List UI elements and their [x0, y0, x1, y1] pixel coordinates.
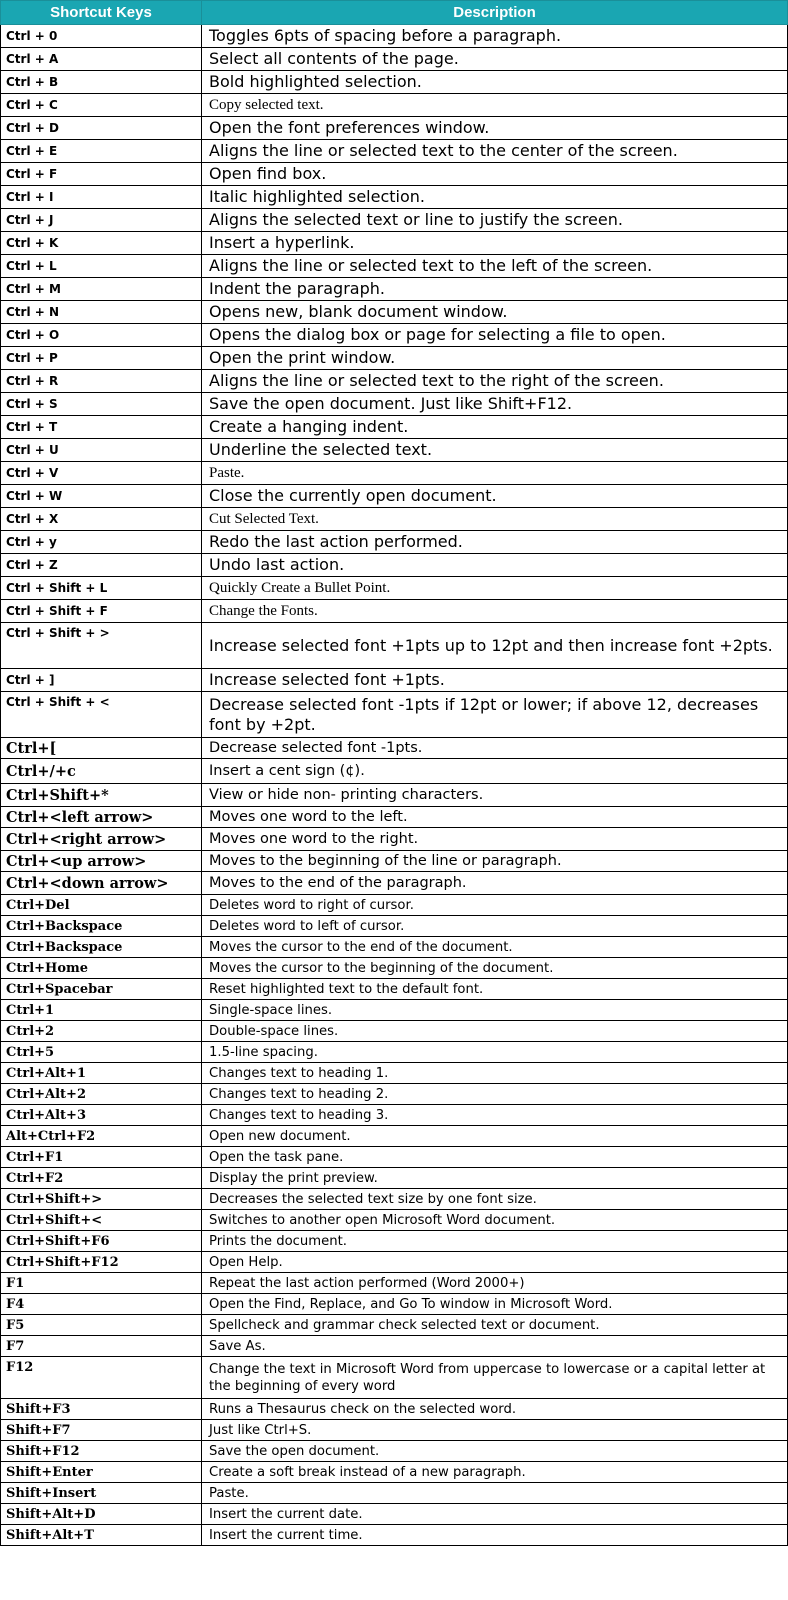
shortcut-key-cell: Ctrl + W: [1, 485, 202, 508]
shortcut-key-cell: Ctrl + Z: [1, 554, 202, 577]
table-row: [1, 71, 788, 94]
description-cell: Cut Selected Text.: [202, 508, 788, 531]
shortcut-key-cell: Ctrl + I: [1, 186, 202, 209]
table-row: [1, 851, 788, 872]
table-row: [1, 347, 788, 370]
shortcut-key-cell: Ctrl+Shift+*: [1, 784, 202, 807]
table-row: [1, 94, 788, 117]
table-row: [1, 163, 788, 186]
table-row: [1, 255, 788, 278]
table-row: [1, 1231, 788, 1252]
table-row: [1, 1399, 788, 1420]
table-row: [1, 979, 788, 1000]
description-cell: Change the text in Microsoft Word from uppercase to lowercase or a capital letter at the beginning of every word: [202, 1357, 788, 1399]
description-cell: Undo last action.: [202, 554, 788, 577]
shortcut-key-cell: Ctrl + S: [1, 393, 202, 416]
description-cell: Moves the cursor to the beginning of the document.: [202, 958, 788, 979]
description-cell: Moves to the beginning of the line or paragraph.: [202, 851, 788, 872]
table-row: [1, 937, 788, 958]
description-cell: Repeat the last action performed (Word 2000+): [202, 1273, 788, 1294]
shortcut-key-cell: Ctrl+<left arrow>: [1, 807, 202, 828]
table-header-row: [1, 1, 788, 25]
description-cell: Display the print preview.: [202, 1168, 788, 1189]
description-cell: Indent the paragraph.: [202, 278, 788, 301]
description-cell: Toggles 6pts of spacing before a paragraph.: [202, 25, 788, 48]
shortcut-key-cell: Ctrl+Shift+F12: [1, 1252, 202, 1273]
shortcut-key-cell: Ctrl+Del: [1, 895, 202, 916]
shortcut-key-cell: F1: [1, 1273, 202, 1294]
shortcut-key-cell: Ctrl+F2: [1, 1168, 202, 1189]
description-cell: Aligns the line or selected text to the left of the screen.: [202, 255, 788, 278]
shortcut-key-cell: Ctrl + N: [1, 301, 202, 324]
description-cell: Deletes word to right of cursor.: [202, 895, 788, 916]
shortcut-key-cell: Ctrl+<up arrow>: [1, 851, 202, 872]
shortcut-key-cell: Ctrl + ]: [1, 669, 202, 692]
description-cell: Select all contents of the page.: [202, 48, 788, 71]
description-cell: Reset highlighted text to the default font.: [202, 979, 788, 1000]
shortcut-key-cell: F12: [1, 1357, 202, 1399]
table-row: [1, 916, 788, 937]
shortcut-key-cell: Shift+F3: [1, 1399, 202, 1420]
description-cell: Create a soft break instead of a new paragraph.: [202, 1462, 788, 1483]
table-row: [1, 416, 788, 439]
header-shortcut-keys: Shortcut Keys: [1, 1, 202, 25]
shortcut-key-cell: Ctrl + T: [1, 416, 202, 439]
description-cell: Open Help.: [202, 1252, 788, 1273]
shortcut-key-cell: F4: [1, 1294, 202, 1315]
table-row: [1, 1084, 788, 1105]
shortcut-key-cell: Ctrl+Alt+2: [1, 1084, 202, 1105]
shortcut-key-cell: Ctrl + V: [1, 462, 202, 485]
table-row: [1, 1483, 788, 1504]
table-row: [1, 370, 788, 393]
shortcut-key-cell: Ctrl+F1: [1, 1147, 202, 1168]
description-cell: Changes text to heading 3.: [202, 1105, 788, 1126]
description-cell: Increase selected font +1pts.: [202, 669, 788, 692]
shortcut-key-cell: Ctrl+Shift+>: [1, 1189, 202, 1210]
description-cell: Quickly Create a Bullet Point.: [202, 577, 788, 600]
table-row: [1, 1021, 788, 1042]
description-cell: Create a hanging indent.: [202, 416, 788, 439]
table-row: [1, 828, 788, 851]
description-cell: Deletes word to left of cursor.: [202, 916, 788, 937]
description-cell: Open the print window.: [202, 347, 788, 370]
shortcut-key-cell: Ctrl + 0: [1, 25, 202, 48]
shortcut-key-cell: Ctrl + P: [1, 347, 202, 370]
description-cell: Aligns the line or selected text to the center of the screen.: [202, 140, 788, 163]
description-cell: Insert the current date.: [202, 1504, 788, 1525]
description-cell: Save the open document.: [202, 1441, 788, 1462]
description-cell: Open find box.: [202, 163, 788, 186]
shortcut-key-cell: Ctrl + O: [1, 324, 202, 347]
table-row: [1, 872, 788, 895]
description-cell: Change the Fonts.: [202, 600, 788, 623]
description-cell: Moves the cursor to the end of the document.: [202, 937, 788, 958]
shortcut-key-cell: Ctrl + Shift + <: [1, 692, 202, 738]
description-cell: Aligns the line or selected text to the right of the screen.: [202, 370, 788, 393]
table-row: [1, 738, 788, 759]
table-row: [1, 600, 788, 623]
description-cell: Decrease selected font -1pts if 12pt or lower; if above 12, decreases font by +2pt.: [202, 692, 788, 738]
description-cell: Paste.: [202, 1483, 788, 1504]
description-cell: Changes text to heading 2.: [202, 1084, 788, 1105]
table-row: [1, 1504, 788, 1525]
shortcut-key-cell: Ctrl+Backspace: [1, 916, 202, 937]
table-row: [1, 623, 788, 669]
table-row: [1, 25, 788, 48]
shortcut-key-cell: Ctrl+2: [1, 1021, 202, 1042]
description-cell: Redo the last action performed.: [202, 531, 788, 554]
description-cell: Single-space lines.: [202, 1000, 788, 1021]
table-row: [1, 1042, 788, 1063]
description-cell: 1.5-line spacing.: [202, 1042, 788, 1063]
table-row: [1, 1210, 788, 1231]
table-row: [1, 1252, 788, 1273]
table-row: [1, 301, 788, 324]
description-cell: Insert the current time.: [202, 1525, 788, 1546]
description-cell: Aligns the selected text or line to justify the screen.: [202, 209, 788, 232]
description-cell: Copy selected text.: [202, 94, 788, 117]
shortcut-key-cell: Ctrl+[: [1, 738, 202, 759]
description-cell: Moves to the end of the paragraph.: [202, 872, 788, 895]
description-cell: Decrease selected font -1pts.: [202, 738, 788, 759]
description-cell: Changes text to heading 1.: [202, 1063, 788, 1084]
description-cell: Close the currently open document.: [202, 485, 788, 508]
shortcut-key-cell: Shift+Alt+D: [1, 1504, 202, 1525]
description-cell: Insert a hyperlink.: [202, 232, 788, 255]
description-cell: Save As.: [202, 1336, 788, 1357]
shortcut-key-cell: Shift+Alt+T: [1, 1525, 202, 1546]
description-cell: Insert a cent sign (¢).: [202, 759, 788, 784]
shortcut-key-cell: Ctrl+1: [1, 1000, 202, 1021]
shortcut-key-cell: Ctrl + Shift + F: [1, 600, 202, 623]
shortcut-key-cell: F5: [1, 1315, 202, 1336]
shortcut-key-cell: Ctrl + U: [1, 439, 202, 462]
table-row: [1, 1273, 788, 1294]
table-row: [1, 1294, 788, 1315]
shortcut-key-cell: Ctrl+Home: [1, 958, 202, 979]
shortcut-key-cell: Ctrl + D: [1, 117, 202, 140]
table-row: [1, 669, 788, 692]
header-description: Description: [202, 1, 788, 25]
shortcut-key-cell: Ctrl+Spacebar: [1, 979, 202, 1000]
shortcut-key-cell: Ctrl+5: [1, 1042, 202, 1063]
description-cell: Runs a Thesaurus check on the selected word.: [202, 1399, 788, 1420]
shortcut-key-cell: Ctrl + M: [1, 278, 202, 301]
description-cell: Open the task pane.: [202, 1147, 788, 1168]
description-cell: Just like Ctrl+S.: [202, 1420, 788, 1441]
description-cell: Prints the document.: [202, 1231, 788, 1252]
shortcut-key-cell: Ctrl+<down arrow>: [1, 872, 202, 895]
shortcut-key-cell: Shift+Insert: [1, 1483, 202, 1504]
table-row: [1, 439, 788, 462]
shortcut-key-cell: Ctrl + y: [1, 531, 202, 554]
table-row: [1, 186, 788, 209]
table-row: [1, 508, 788, 531]
shortcut-key-cell: Ctrl + L: [1, 255, 202, 278]
shortcut-key-cell: Ctrl + B: [1, 71, 202, 94]
table-row: [1, 1105, 788, 1126]
description-cell: Increase selected font +1pts up to 12pt and then increase font +2pts.: [202, 623, 788, 669]
shortcut-key-cell: Shift+F7: [1, 1420, 202, 1441]
table-row: [1, 1441, 788, 1462]
table-row: [1, 1357, 788, 1399]
shortcut-key-cell: Ctrl+Backspace: [1, 937, 202, 958]
description-cell: Decreases the selected text size by one font size.: [202, 1189, 788, 1210]
shortcut-key-cell: Ctrl+Shift+<: [1, 1210, 202, 1231]
table-row: [1, 759, 788, 784]
shortcut-key-cell: Ctrl+<right arrow>: [1, 828, 202, 851]
shortcut-key-cell: Ctrl + K: [1, 232, 202, 255]
shortcut-key-cell: Ctrl + Shift + >: [1, 623, 202, 669]
table-row: [1, 807, 788, 828]
description-cell: Open new document.: [202, 1126, 788, 1147]
table-row: [1, 278, 788, 301]
description-cell: View or hide non- printing characters.: [202, 784, 788, 807]
table-body: [1, 25, 788, 1546]
shortcut-key-cell: Ctrl+Shift+F6: [1, 1231, 202, 1252]
shortcut-key-cell: Shift+Enter: [1, 1462, 202, 1483]
description-cell: Opens new, blank document window.: [202, 301, 788, 324]
description-cell: Moves one word to the right.: [202, 828, 788, 851]
table-row: [1, 692, 788, 738]
description-cell: Switches to another open Microsoft Word document.: [202, 1210, 788, 1231]
description-cell: Save the open document. Just like Shift+F12.: [202, 393, 788, 416]
shortcut-key-cell: Ctrl + F: [1, 163, 202, 186]
shortcut-key-cell: Ctrl + X: [1, 508, 202, 531]
table-row: [1, 1126, 788, 1147]
table-row: [1, 577, 788, 600]
description-cell: Open the Find, Replace, and Go To window in Microsoft Word.: [202, 1294, 788, 1315]
shortcut-key-cell: Ctrl + E: [1, 140, 202, 163]
table-row: [1, 1168, 788, 1189]
shortcut-key-cell: Shift+F12: [1, 1441, 202, 1462]
description-cell: Open the font preferences window.: [202, 117, 788, 140]
description-cell: Double-space lines.: [202, 1021, 788, 1042]
description-cell: Opens the dialog box or page for selecting a file to open.: [202, 324, 788, 347]
description-cell: Paste.: [202, 462, 788, 485]
table-row: [1, 1336, 788, 1357]
table-row: [1, 232, 788, 255]
table-row: [1, 1315, 788, 1336]
description-cell: Bold highlighted selection.: [202, 71, 788, 94]
table-row: [1, 485, 788, 508]
table-row: [1, 1462, 788, 1483]
shortcut-key-cell: Ctrl+/+c: [1, 759, 202, 784]
description-cell: Italic highlighted selection.: [202, 186, 788, 209]
table-row: [1, 48, 788, 71]
table-row: [1, 784, 788, 807]
table-row: [1, 895, 788, 916]
table-row: [1, 462, 788, 485]
table-row: [1, 531, 788, 554]
table-row: [1, 958, 788, 979]
table-row: [1, 393, 788, 416]
description-cell: Spellcheck and grammar check selected text or document.: [202, 1315, 788, 1336]
table-row: [1, 554, 788, 577]
shortcut-key-cell: Ctrl + R: [1, 370, 202, 393]
table-row: [1, 1420, 788, 1441]
table-row: [1, 324, 788, 347]
shortcut-key-cell: Ctrl + J: [1, 209, 202, 232]
table-row: [1, 1147, 788, 1168]
shortcut-key-cell: Ctrl+Alt+1: [1, 1063, 202, 1084]
shortcut-key-cell: Ctrl + A: [1, 48, 202, 71]
shortcut-key-cell: Ctrl + Shift + L: [1, 577, 202, 600]
description-cell: Underline the selected text.: [202, 439, 788, 462]
table-row: [1, 1000, 788, 1021]
table-row: [1, 209, 788, 232]
table-row: [1, 140, 788, 163]
description-cell: Moves one word to the left.: [202, 807, 788, 828]
shortcut-key-cell: Alt+Ctrl+F2: [1, 1126, 202, 1147]
table-row: [1, 1189, 788, 1210]
table-row: [1, 1063, 788, 1084]
table-row: [1, 117, 788, 140]
shortcut-key-cell: F7: [1, 1336, 202, 1357]
shortcut-key-cell: Ctrl + C: [1, 94, 202, 117]
shortcut-key-cell: Ctrl+Alt+3: [1, 1105, 202, 1126]
table-row: [1, 1525, 788, 1546]
